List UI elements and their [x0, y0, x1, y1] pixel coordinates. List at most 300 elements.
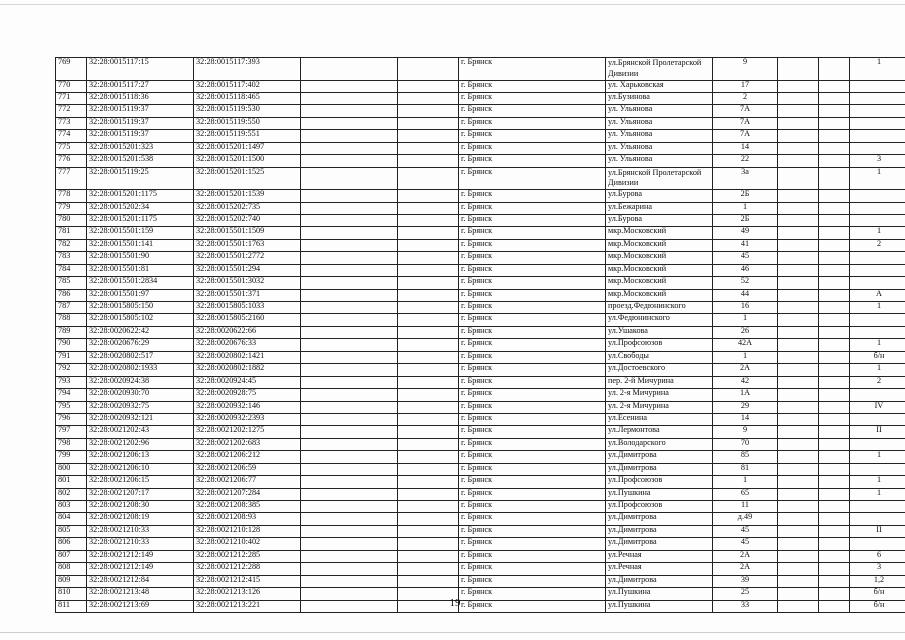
cell-empty — [819, 92, 850, 104]
cell-empty — [398, 501, 459, 513]
cell-empty — [778, 302, 819, 314]
cell-empty — [778, 314, 819, 326]
cell-house: 14 — [713, 142, 778, 154]
cell-cadastral-land: 32:28:0015201:538 — [87, 155, 194, 167]
cell-row-number: 786 — [56, 289, 87, 301]
cell-empty — [398, 239, 459, 251]
cell-building-number: 1 — [850, 167, 905, 190]
cell-house: 2А — [713, 550, 778, 562]
cell-street: ул.Речная — [606, 563, 713, 575]
cell-empty — [301, 488, 398, 500]
cell-empty — [819, 438, 850, 450]
cell-empty — [819, 488, 850, 500]
cell-empty — [819, 575, 850, 587]
cell-empty — [819, 227, 850, 239]
cell-empty — [301, 142, 398, 154]
cell-empty — [301, 202, 398, 214]
cell-row-number: 810 — [56, 588, 87, 600]
cell-empty — [819, 550, 850, 562]
cell-cadastral-building: 32:28:0015501:1509 — [194, 227, 301, 239]
cell-row-number: 792 — [56, 364, 87, 376]
cell-empty — [398, 302, 459, 314]
cell-empty — [819, 476, 850, 488]
cell-building-number: 1 — [850, 58, 905, 81]
table-row — [56, 155, 905, 167]
cell-street: ул.Димитрова — [606, 525, 713, 537]
cell-house: 85 — [713, 451, 778, 463]
cell-street: ул.Володарского — [606, 438, 713, 450]
cell-empty — [819, 525, 850, 537]
cell-empty — [398, 463, 459, 475]
cell-empty — [819, 277, 850, 289]
cell-house: 9 — [713, 426, 778, 438]
scan-edge-top — [0, 4, 905, 5]
cell-empty — [301, 277, 398, 289]
cell-building-number — [850, 277, 905, 289]
cell-empty — [398, 92, 459, 104]
cell-row-number: 796 — [56, 413, 87, 425]
cell-house: 1 — [713, 314, 778, 326]
cell-empty — [819, 351, 850, 363]
table-row — [56, 513, 905, 525]
cell-cadastral-building: 32:28:0015501:1763 — [194, 239, 301, 251]
cell-house: 7А — [713, 130, 778, 142]
cell-city: г. Брянск — [459, 389, 606, 401]
cell-street: ул.Профсоюзов — [606, 501, 713, 513]
cell-empty — [301, 438, 398, 450]
cell-row-number: 801 — [56, 476, 87, 488]
cell-building-number: 3 — [850, 563, 905, 575]
cell-cadastral-land: 32:28:0020676:29 — [87, 339, 194, 351]
cell-city: г. Брянск — [459, 438, 606, 450]
cell-empty — [819, 252, 850, 264]
cell-cadastral-building: 32:28:0020622:66 — [194, 326, 301, 338]
cell-cadastral-land: 32:28:0021206:10 — [87, 463, 194, 475]
table-row — [56, 463, 905, 475]
table-row — [56, 389, 905, 401]
cell-empty — [819, 513, 850, 525]
cell-empty — [778, 513, 819, 525]
cell-empty — [301, 463, 398, 475]
cell-empty — [301, 413, 398, 425]
cell-cadastral-land: 32:28:0020802:517 — [87, 351, 194, 363]
cell-building-number — [850, 80, 905, 92]
cell-empty — [778, 538, 819, 550]
cell-building-number: 1,2 — [850, 575, 905, 587]
cell-cadastral-land: 32:28:0021210:33 — [87, 525, 194, 537]
cell-empty — [301, 92, 398, 104]
cell-building-number — [850, 513, 905, 525]
cell-row-number: 798 — [56, 438, 87, 450]
cell-empty — [778, 190, 819, 202]
cell-city: г. Брянск — [459, 214, 606, 226]
cell-empty — [819, 302, 850, 314]
cell-cadastral-land: 32:28:0021213:69 — [87, 600, 194, 612]
cell-empty — [301, 426, 398, 438]
cell-house: 45 — [713, 252, 778, 264]
cell-city: г. Брянск — [459, 451, 606, 463]
cell-cadastral-land: 32:28:0015117:27 — [87, 80, 194, 92]
cell-house: 7А — [713, 117, 778, 129]
table-row — [56, 376, 905, 388]
cell-cadastral-land: 32:28:0021206:13 — [87, 451, 194, 463]
cell-row-number: 774 — [56, 130, 87, 142]
cell-empty — [301, 289, 398, 301]
cell-empty — [819, 376, 850, 388]
cell-empty — [398, 438, 459, 450]
cell-city: г. Брянск — [459, 339, 606, 351]
cell-cadastral-building: 32:28:0015202:735 — [194, 202, 301, 214]
cell-empty — [819, 80, 850, 92]
cell-cadastral-building: 32:28:0015805:2160 — [194, 314, 301, 326]
cell-house: 41 — [713, 239, 778, 251]
cell-building-number: IV — [850, 401, 905, 413]
cell-row-number: 778 — [56, 190, 87, 202]
cell-empty — [819, 364, 850, 376]
cell-cadastral-building: 32:28:0020932:146 — [194, 401, 301, 413]
cell-building-number — [850, 438, 905, 450]
cell-empty — [398, 264, 459, 276]
cell-city: г. Брянск — [459, 314, 606, 326]
cell-house: 11 — [713, 501, 778, 513]
cell-empty — [778, 326, 819, 338]
table-row — [56, 167, 905, 190]
cell-empty — [398, 58, 459, 81]
cell-empty — [398, 117, 459, 129]
cell-cadastral-building: 32:28:0020802:1882 — [194, 364, 301, 376]
cell-cadastral-building: 32:28:0021212:288 — [194, 563, 301, 575]
cell-cadastral-building: 32:28:0021202:683 — [194, 438, 301, 450]
cell-empty — [778, 80, 819, 92]
cell-empty — [398, 326, 459, 338]
cell-street: ул. Ульянова — [606, 155, 713, 167]
cell-house: 1 — [713, 351, 778, 363]
table-row — [56, 130, 905, 142]
cell-empty — [301, 376, 398, 388]
cell-row-number: 771 — [56, 92, 87, 104]
cell-cadastral-land: 32:28:0020622:42 — [87, 326, 194, 338]
cell-empty — [819, 451, 850, 463]
cell-empty — [819, 538, 850, 550]
table-row — [56, 575, 905, 587]
scan-edge-bottom — [0, 632, 905, 633]
cell-building-number — [850, 538, 905, 550]
cell-city: г. Брянск — [459, 563, 606, 575]
cell-house: 52 — [713, 277, 778, 289]
cell-empty — [778, 376, 819, 388]
cell-cadastral-building: 32:28:0020676:33 — [194, 339, 301, 351]
cell-house: 46 — [713, 264, 778, 276]
cell-empty — [819, 426, 850, 438]
cell-empty — [819, 202, 850, 214]
cell-row-number: 797 — [56, 426, 87, 438]
cell-empty — [819, 155, 850, 167]
cell-empty — [819, 314, 850, 326]
cell-building-number: б/н — [850, 351, 905, 363]
cell-street: ул.Брянской Пролетарской Дивизии — [606, 58, 713, 81]
cell-cadastral-land: 32:28:0015202:34 — [87, 202, 194, 214]
cell-cadastral-building: 32:28:0020928:75 — [194, 389, 301, 401]
cell-empty — [778, 451, 819, 463]
cell-house: 14 — [713, 413, 778, 425]
cell-cadastral-land: 32:28:0015201:1175 — [87, 214, 194, 226]
cell-empty — [301, 264, 398, 276]
cell-empty — [398, 227, 459, 239]
cell-city: г. Брянск — [459, 190, 606, 202]
cell-city: г. Брянск — [459, 142, 606, 154]
cell-row-number: 772 — [56, 105, 87, 117]
cell-row-number: 780 — [56, 214, 87, 226]
cell-empty — [301, 588, 398, 600]
cell-empty — [301, 80, 398, 92]
cell-building-number — [850, 130, 905, 142]
cell-street: мкр.Московский — [606, 227, 713, 239]
cell-cadastral-land: 32:28:0021206:15 — [87, 476, 194, 488]
cell-row-number: 777 — [56, 167, 87, 190]
cell-empty — [819, 463, 850, 475]
table-row — [56, 227, 905, 239]
cell-empty — [398, 401, 459, 413]
cell-empty — [301, 302, 398, 314]
cell-empty — [778, 264, 819, 276]
table-row — [56, 105, 905, 117]
table-row — [56, 401, 905, 413]
cell-cadastral-building: 32:28:0015201:1497 — [194, 142, 301, 154]
cell-building-number: б/н — [850, 588, 905, 600]
cell-building-number: б/н — [850, 600, 905, 612]
cell-cadastral-building: 32:28:0015501:2772 — [194, 252, 301, 264]
cell-house: 42 — [713, 376, 778, 388]
cell-empty — [301, 239, 398, 251]
cell-empty — [819, 58, 850, 81]
cell-city: г. Брянск — [459, 413, 606, 425]
cell-city: г. Брянск — [459, 264, 606, 276]
cell-house: 81 — [713, 463, 778, 475]
cell-empty — [398, 155, 459, 167]
cell-cadastral-land: 32:28:0015501:159 — [87, 227, 194, 239]
cell-house: 70 — [713, 438, 778, 450]
cell-empty — [819, 214, 850, 226]
cell-street: ул.Бурова — [606, 214, 713, 226]
cell-cadastral-land: 32:28:0015805:150 — [87, 302, 194, 314]
cell-building-number: А — [850, 289, 905, 301]
cell-street: проезд.Федюнинского — [606, 302, 713, 314]
cell-house: 2Б — [713, 190, 778, 202]
cell-city: г. Брянск — [459, 600, 606, 612]
cell-street: ул.Профсоюзов — [606, 339, 713, 351]
cell-cadastral-land: 32:28:0015119:37 — [87, 105, 194, 117]
cell-cadastral-building: 32:28:0021210:402 — [194, 538, 301, 550]
cell-house: д.49 — [713, 513, 778, 525]
cell-cadastral-land: 32:28:0021202:43 — [87, 426, 194, 438]
cell-street: ул.Бузинова — [606, 92, 713, 104]
cell-row-number: 803 — [56, 501, 87, 513]
cell-empty — [778, 289, 819, 301]
table-row — [56, 550, 905, 562]
cell-empty — [301, 167, 398, 190]
cell-empty — [301, 351, 398, 363]
cell-empty — [301, 130, 398, 142]
cell-empty — [778, 413, 819, 425]
cell-empty — [301, 401, 398, 413]
cell-empty — [778, 351, 819, 363]
cell-empty — [398, 351, 459, 363]
cell-street: мкр.Московский — [606, 264, 713, 276]
cell-house: 1А — [713, 389, 778, 401]
cell-house: 3а — [713, 167, 778, 190]
cell-building-number: 1 — [850, 488, 905, 500]
table-row — [56, 326, 905, 338]
cell-building-number — [850, 389, 905, 401]
cell-house: 17 — [713, 80, 778, 92]
cell-street: ул. Ульянова — [606, 105, 713, 117]
cell-empty — [819, 117, 850, 129]
cell-row-number: 770 — [56, 80, 87, 92]
cell-empty — [398, 525, 459, 537]
cell-empty — [778, 563, 819, 575]
cell-cadastral-building: 32:28:0015117:393 — [194, 58, 301, 81]
cell-empty — [398, 538, 459, 550]
cell-empty — [778, 202, 819, 214]
cell-row-number: 809 — [56, 575, 87, 587]
cell-building-number — [850, 202, 905, 214]
cell-row-number: 773 — [56, 117, 87, 129]
cell-house: 33 — [713, 600, 778, 612]
cell-empty — [301, 513, 398, 525]
cell-empty — [398, 413, 459, 425]
cell-street: ул.Димитрова — [606, 513, 713, 525]
cell-cadastral-land: 32:28:0015501:2834 — [87, 277, 194, 289]
cell-empty — [778, 463, 819, 475]
cell-empty — [778, 525, 819, 537]
cell-row-number: 788 — [56, 314, 87, 326]
cell-row-number: 808 — [56, 563, 87, 575]
cell-row-number: 785 — [56, 277, 87, 289]
cell-empty — [819, 563, 850, 575]
cell-row-number: 775 — [56, 142, 87, 154]
cell-city: г. Брянск — [459, 117, 606, 129]
cell-empty — [301, 451, 398, 463]
cell-cadastral-building: 32:28:0015201:1525 — [194, 167, 301, 190]
cell-empty — [301, 364, 398, 376]
cell-cadastral-land: 32:28:0015119:37 — [87, 117, 194, 129]
cell-city: г. Брянск — [459, 252, 606, 264]
cell-cadastral-building: 32:28:0021206:212 — [194, 451, 301, 463]
table-row — [56, 214, 905, 226]
cell-street: ул.Лермонтова — [606, 426, 713, 438]
cell-empty — [398, 389, 459, 401]
cell-empty — [398, 80, 459, 92]
cell-cadastral-land: 32:28:0021202:96 — [87, 438, 194, 450]
cell-cadastral-building: 32:28:0021207:284 — [194, 488, 301, 500]
cell-empty — [778, 58, 819, 81]
cell-house: 2Б — [713, 214, 778, 226]
cell-street: ул.Достоевского — [606, 364, 713, 376]
cell-street: ул. 2-я Мичурина — [606, 401, 713, 413]
cell-empty — [819, 239, 850, 251]
cell-row-number: 805 — [56, 525, 87, 537]
table-row — [56, 476, 905, 488]
table-row — [56, 202, 905, 214]
cell-empty — [778, 105, 819, 117]
cell-city: г. Брянск — [459, 426, 606, 438]
cell-row-number: 802 — [56, 488, 87, 500]
cell-empty — [778, 130, 819, 142]
cell-building-number — [850, 252, 905, 264]
cell-empty — [778, 438, 819, 450]
cell-house: 9 — [713, 58, 778, 81]
cell-building-number: 1 — [850, 476, 905, 488]
cell-building-number — [850, 105, 905, 117]
cell-empty — [819, 389, 850, 401]
cell-empty — [301, 575, 398, 587]
cell-street: мкр.Московский — [606, 277, 713, 289]
cell-empty — [819, 142, 850, 154]
cell-empty — [778, 588, 819, 600]
table-row — [56, 525, 905, 537]
cell-empty — [819, 326, 850, 338]
table-row — [56, 252, 905, 264]
cell-city: г. Брянск — [459, 463, 606, 475]
cell-city: г. Брянск — [459, 167, 606, 190]
cell-cadastral-land: 32:28:0020932:75 — [87, 401, 194, 413]
cell-street: ул.Речная — [606, 550, 713, 562]
cell-cadastral-building: 32:28:0015118:465 — [194, 92, 301, 104]
cell-cadastral-land: 32:28:0021212:84 — [87, 575, 194, 587]
cell-empty — [819, 264, 850, 276]
cell-cadastral-building: 32:28:0015501:3032 — [194, 277, 301, 289]
cell-empty — [398, 339, 459, 351]
cell-empty — [398, 105, 459, 117]
table-row — [56, 438, 905, 450]
cell-house: 2А — [713, 563, 778, 575]
cell-row-number: 799 — [56, 451, 87, 463]
cell-row-number: 769 — [56, 58, 87, 81]
cell-house: 16 — [713, 302, 778, 314]
table-row — [56, 314, 905, 326]
cell-empty — [398, 142, 459, 154]
cell-empty — [301, 314, 398, 326]
cell-city: г. Брянск — [459, 289, 606, 301]
cell-street: ул.Бурова — [606, 190, 713, 202]
cell-cadastral-land: 32:28:0021213:48 — [87, 588, 194, 600]
table-row — [56, 239, 905, 251]
cell-cadastral-building: 32:28:0021202:1275 — [194, 426, 301, 438]
cell-city: г. Брянск — [459, 92, 606, 104]
cell-empty — [398, 314, 459, 326]
table-row — [56, 600, 905, 612]
cell-empty — [398, 476, 459, 488]
cell-cadastral-land: 32:28:0021212:149 — [87, 550, 194, 562]
table-row — [56, 413, 905, 425]
cell-row-number: 782 — [56, 239, 87, 251]
cell-empty — [301, 117, 398, 129]
cell-empty — [301, 563, 398, 575]
cell-empty — [778, 426, 819, 438]
cell-building-number: 1 — [850, 451, 905, 463]
cell-street: ул.Федюнинского — [606, 314, 713, 326]
cell-street: ул. 2-я Мичурина — [606, 389, 713, 401]
cell-empty — [819, 190, 850, 202]
cell-building-number: 3 — [850, 155, 905, 167]
cell-cadastral-building: 32:28:0021210:128 — [194, 525, 301, 537]
cell-empty — [301, 227, 398, 239]
cell-empty — [778, 550, 819, 562]
cell-empty — [301, 550, 398, 562]
cell-cadastral-building: 32:28:0021206:59 — [194, 463, 301, 475]
cell-house: 1 — [713, 476, 778, 488]
cell-cadastral-building: 32:28:0020802:1421 — [194, 351, 301, 363]
